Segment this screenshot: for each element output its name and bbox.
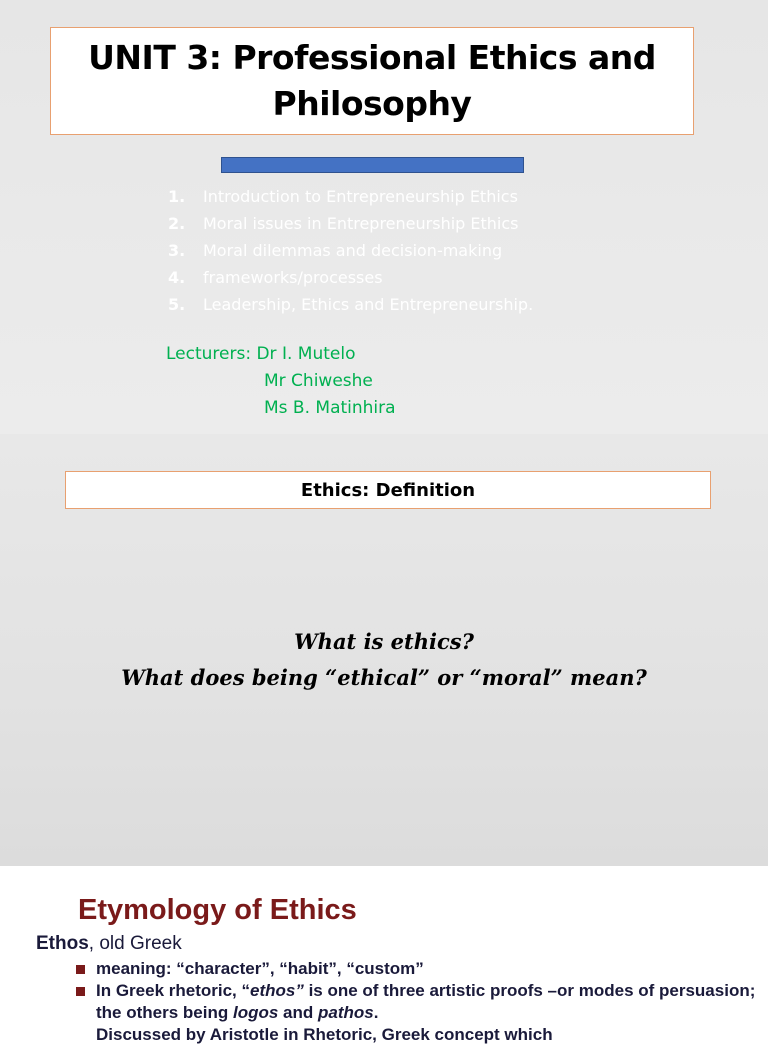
etymology-title: Etymology of Ethics	[78, 894, 357, 926]
bullet-text: is one of three artistic proofs –or modes of persuasion; the others being	[96, 981, 756, 1022]
square-bullet-icon	[76, 965, 85, 974]
bullet-text: .	[373, 1003, 379, 1022]
topic-item: 2. Moral issues in Entrepreneurship Ethics	[168, 214, 519, 233]
square-bullet-icon	[76, 987, 85, 996]
question-1: What is ethics?	[294, 629, 474, 654]
bullet-text-cut: Discussed by Aristotle in Rhetoric, Greek concept which	[96, 1025, 553, 1044]
bullet-item	[76, 980, 756, 1046]
topic-item: 5. Leadership, Ethics and Entrepreneurship.	[168, 295, 534, 314]
title-line-2: Philosophy	[272, 84, 472, 123]
bullet-item	[76, 958, 756, 980]
definition-heading-box	[65, 471, 711, 509]
questions-block	[0, 624, 768, 696]
bullet-italic: pathos	[317, 1003, 374, 1022]
lecturer-line: Mr Chiweshe	[264, 371, 373, 391]
slide-etymology	[0, 866, 768, 1044]
bullet-italic: logos	[232, 1003, 279, 1022]
topic-item: 3. Moral dilemmas and decision-making	[168, 241, 503, 260]
lecturers-block	[166, 341, 396, 422]
question-2: What does being “ethical” or “moral” mean?	[121, 665, 647, 690]
definition-heading: Ethics: Definition	[300, 479, 476, 501]
title-box	[50, 27, 694, 135]
etymology-bullets	[76, 958, 756, 1046]
lecturer-line: Ms B. Matinhira	[264, 398, 396, 418]
bullet-text: In Greek rhetoric, “	[96, 981, 250, 1000]
bullet-text: meaning: “character”, “habit”, “custom”	[96, 959, 424, 978]
slide-ethics-definition	[0, 434, 768, 866]
topic-list	[168, 183, 533, 318]
ethos-rest: , old Greek	[88, 933, 182, 954]
bullet-italic: ethos”	[250, 981, 304, 1000]
slide-title	[88, 35, 656, 127]
ethos-word: Ethos	[36, 933, 89, 954]
bullet-text: and	[278, 1003, 318, 1022]
ethos-line	[36, 933, 182, 955]
blue-accent-bar	[221, 157, 524, 173]
title-line-1: UNIT 3: Professional Ethics and	[88, 38, 656, 77]
lecturer-line: Lecturers: Dr I. Mutelo	[166, 344, 356, 364]
topic-item: 1. Introduction to Entrepreneurship Ethics	[168, 187, 518, 206]
topic-item: 4. frameworks/processes	[168, 268, 383, 287]
slide-unit3-title	[0, 0, 768, 434]
